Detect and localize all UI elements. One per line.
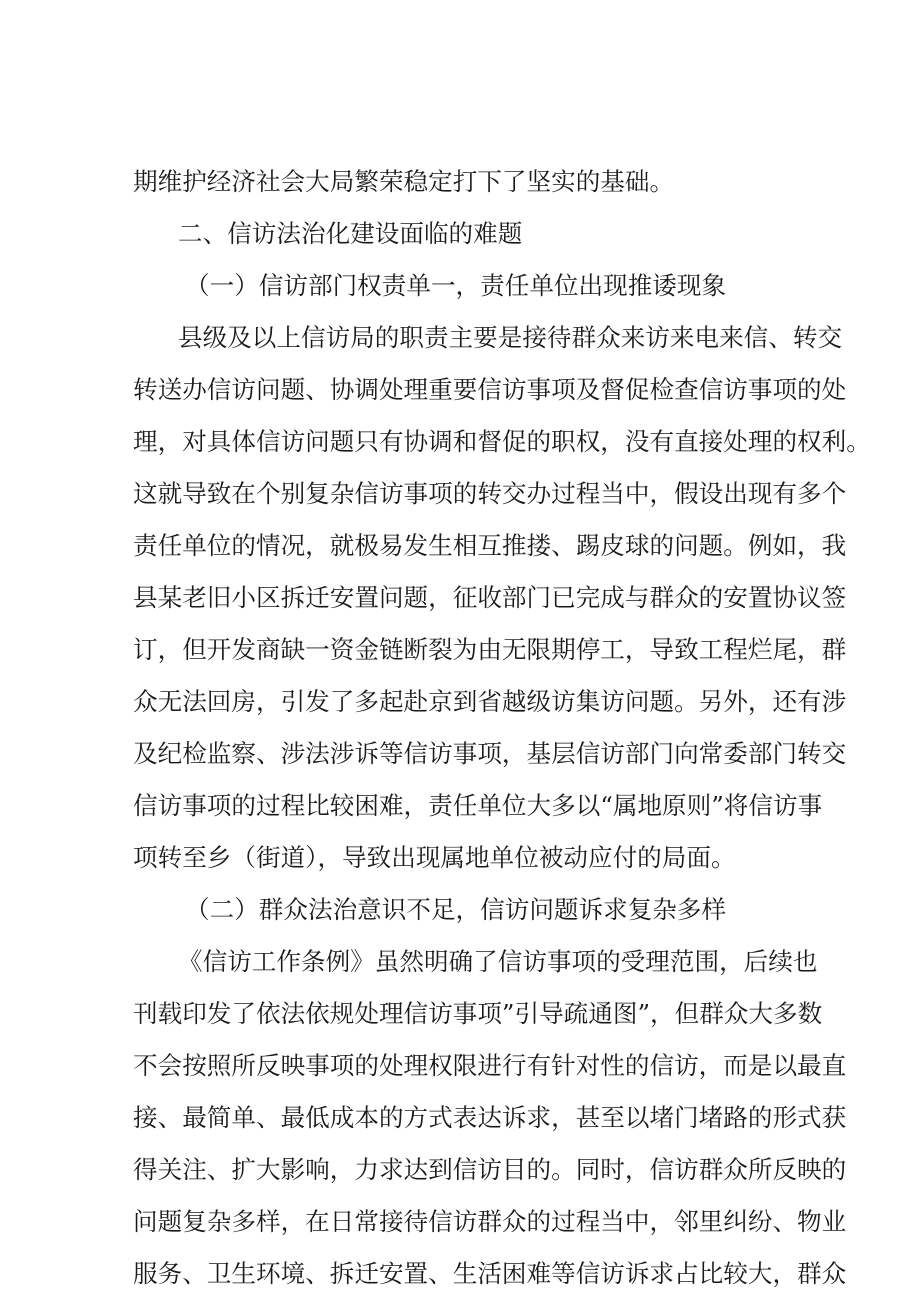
paragraph-line: 县某老旧小区拆迁安置问题，征收部门已完成与群众的安置协议签 <box>133 583 847 612</box>
paragraph-line-last: 项转至乡（街道），导致出现属地单位被动应付的局面。 <box>133 843 736 872</box>
subsection-heading-1: （一）信访部门权责单一，责任单位出现推诿现象 <box>185 271 727 300</box>
paragraph-line: 转送办信访问题、协调处理重要信访事项及督促检查信访事项的处 <box>133 375 847 404</box>
paragraph-line: 《信访工作条例》虽然明确了信访事项的受理范围，后续也 <box>178 947 818 976</box>
subsection-heading-2: （二）群众法治意识不足，信访问题诉求复杂多样 <box>185 895 727 924</box>
paragraph-continuation: 期维护经济社会大局繁荣稳定打下了坚实的基础。 <box>133 167 675 196</box>
paragraph-line: 问题复杂多样，在日常接待信访群众的过程当中，邻里纠纷、物业 <box>133 1207 847 1236</box>
paragraph-line: 得关注、扩大影响，力求达到信访目的。同时，信访群众所反映的 <box>133 1155 847 1184</box>
paragraph-line: 服务、卫生环境、拆迁安置、生活困难等信访诉求占比较大，群众 <box>133 1259 847 1288</box>
paragraph-line: 信访事项的过程比较困难，责任单位大多以“属地原则”将信访事 <box>133 791 823 820</box>
paragraph-line: 接、最简单、最低成本的方式表达诉求，甚至以堵门堵路的形式获 <box>133 1103 847 1132</box>
paragraph-line: 县级及以上信访局的职责主要是接待群众来访来电来信、转交 <box>178 323 843 352</box>
paragraph-line: 理，对具体信访问题只有协调和督促的职权，没有直接处理的权利。 <box>133 427 871 456</box>
paragraph-line: 刊载印发了依法依规处理信访事项”引导疏通图”，但群众大多数 <box>133 999 823 1028</box>
paragraph-line: 及纪检监察、涉法涉诉等信访事项，基层信访部门向常委部门转交 <box>133 739 847 768</box>
section-heading: 二、信访法治化建设面临的难题 <box>178 219 523 248</box>
paragraph-line: 这就导致在个别复杂信访事项的转交办过程当中，假设出现有多个 <box>133 479 847 508</box>
paragraph-line: 责任单位的情况，就极易发生相互推搂、踢皮球的问题。例如，我 <box>133 531 847 560</box>
paragraph-line: 不会按照所反映事项的处理权限进行有针对性的信访，而是以最直 <box>133 1051 847 1080</box>
paragraph-line: 众无法回房，引发了多起赴京到省越级访集访问题。另外，还有涉 <box>133 687 847 716</box>
paragraph-line: 订，但开发商缺一资金链断裂为由无限期停工，导致工程烂尾，群 <box>133 635 847 664</box>
